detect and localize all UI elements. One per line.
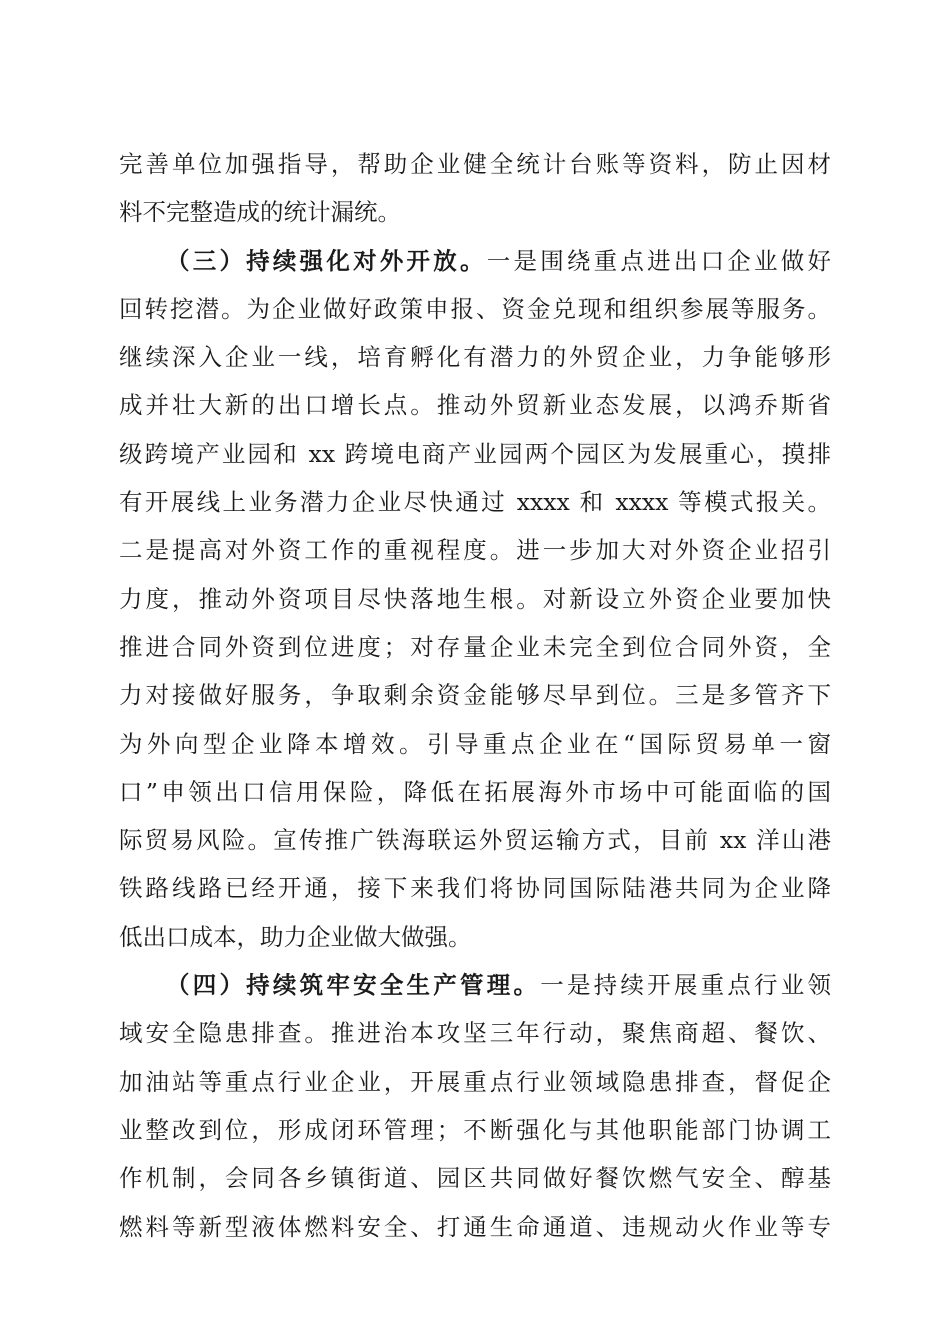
- text-line: 有开展线上业务潜力企业尽快通过 xxxx 和 xxxx 等模式报关。: [119, 488, 831, 517]
- text-line: 力度，推动外资项目尽快落地生根。对新设立外资企业要加快: [119, 584, 831, 613]
- text-line: 推进合同外资到位进度；对存量企业未完全到位合同外资，全: [119, 632, 831, 661]
- text-line: 业整改到位，形成闭环管理；不断强化与其他职能部门协调工: [119, 1115, 831, 1144]
- text-line: 铁路线路已经开通，接下来我们将协同国际陆港共同为企业降: [119, 874, 831, 903]
- text-line: 加油站等重点行业企业，开展重点行业领域隐患排查，督促企: [119, 1067, 831, 1096]
- text-line: 低出口成本，助力企业做大做强。: [119, 922, 472, 951]
- text-line: 燃料等新型液体燃料安全、打通生命通道、违规动火作业等专: [119, 1212, 831, 1241]
- text-line: 力对接做好服务，争取剩余资金能够尽早到位。三是多管齐下: [119, 681, 831, 710]
- text-line: 域安全隐患排查。推进治本攻坚三年行动，聚焦商超、餐饮、: [119, 1019, 831, 1048]
- text-line: 完善单位加强指导，帮助企业健全统计台账等资料，防止因材: [119, 150, 831, 178]
- text-line: 成并壮大新的出口增长点。推动外贸新业态发展，以鸿乔斯省: [119, 391, 831, 420]
- text-line: 际贸易风险。宣传推广铁海联运外贸运输方式，目前 xx 洋山港: [119, 826, 831, 855]
- text-line: 口”申领出口信用保险，降低在拓展海外市场中可能面临的国: [119, 777, 831, 806]
- text-line: 料不完整造成的统计漏统。: [119, 198, 401, 227]
- text-line: 回转挖潜。为企业做好政策申报、资金兑现和组织参展等服务。: [119, 294, 831, 323]
- section-heading: （三）持续强化对外开放。: [166, 246, 487, 275]
- text-line: 为外向型企业降本增效。引导重点企业在“国际贸易单一窗: [119, 729, 831, 758]
- document-body: [119, 140, 831, 1251]
- section-heading: （四）持续筑牢安全生产管理。: [166, 971, 541, 1000]
- section-heading-line: （四）持续筑牢安全生产管理。一是持续开展重点行业领: [166, 971, 832, 1000]
- text-line: 级跨境产业园和 xx 跨境电商产业园两个园区为发展重心，摸排: [119, 439, 831, 468]
- text-line: 作机制，会同各乡镇街道、园区共同做好餐饮燃气安全、醇基: [119, 1164, 831, 1193]
- section-heading-line: （三）持续强化对外开放。一是围绕重点进出口企业做好: [166, 246, 831, 275]
- text-line: 继续深入企业一线，培育孵化有潜力的外贸企业，力争能够形: [119, 343, 831, 372]
- text-line: 二是提高对外资工作的重视程度。进一步加大对外资企业招引: [119, 536, 831, 565]
